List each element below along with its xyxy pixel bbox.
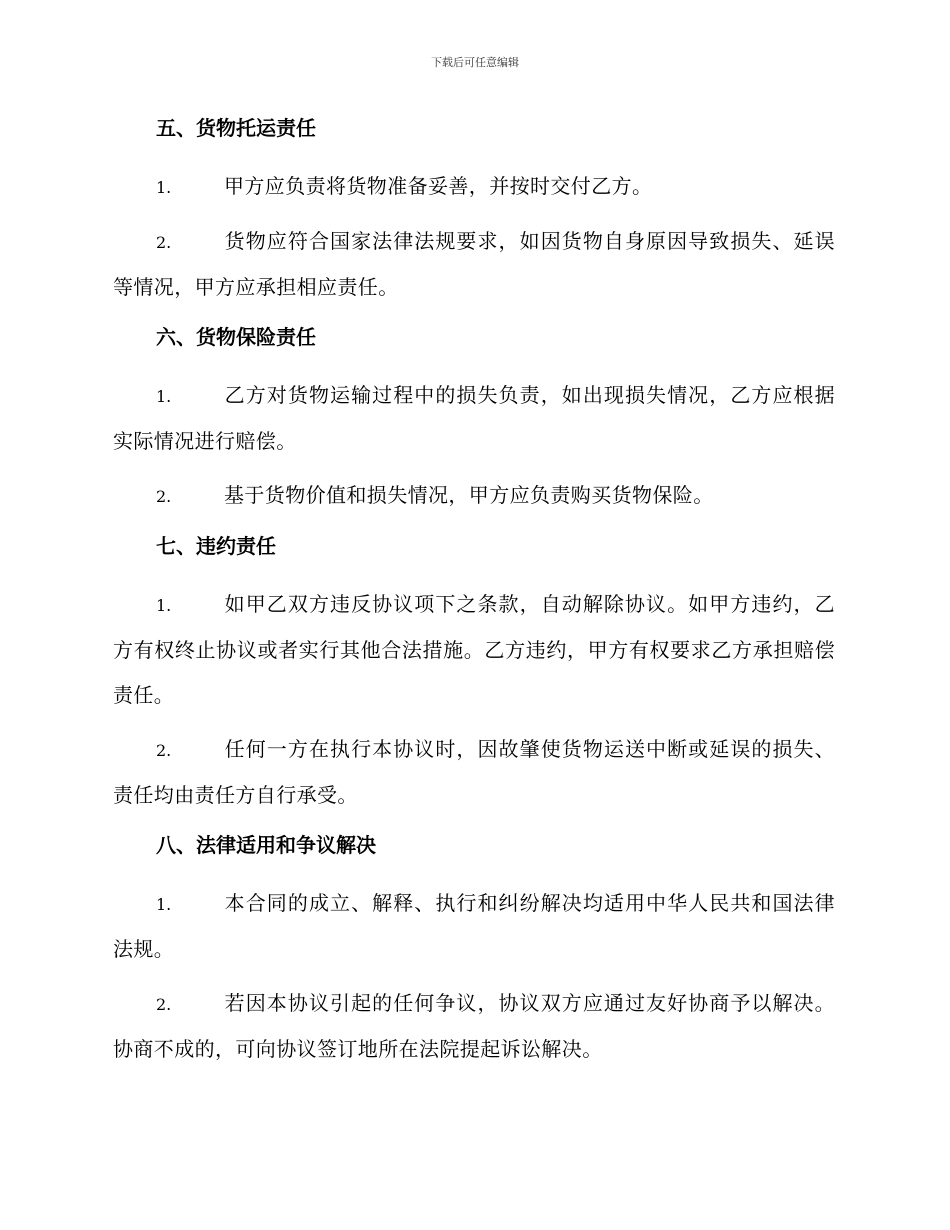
- clause-7-1: [113, 582, 835, 718]
- document-body: [113, 110, 835, 1081]
- clause-number: 2.: [156, 233, 172, 252]
- clause-number: 1.: [156, 387, 172, 406]
- page-header: 下载后可任意编辑: [431, 56, 519, 69]
- clause-6-2: [113, 473, 835, 519]
- section-heading-5: 五、货物托运责任: [156, 116, 316, 140]
- clause-text: 货物应符合国家法律法规要求，如因货物自身原因导致损失、延误等情况，甲方应承担相应责任。: [113, 229, 835, 299]
- clause-text: 基于货物价值和损失情况，甲方应负责购买货物保险。: [224, 483, 714, 507]
- clause-number: 2.: [156, 487, 172, 506]
- clause-text: 乙方对货物运输过程中的损失负责，如出现损失情况，乙方应根据实际情况进行赔偿。: [113, 383, 835, 453]
- clause-text: 甲方应负责将货物准备妥善，并按时交付乙方。: [224, 174, 653, 198]
- clause-number: 2.: [156, 995, 172, 1014]
- section-heading-7: 七、违约责任: [156, 534, 276, 558]
- clause-8-1: [113, 881, 835, 972]
- clause-number: 1.: [156, 895, 172, 914]
- section-heading-8: 八、法律适用和争议解决: [156, 833, 376, 857]
- clause-6-1: [113, 373, 835, 464]
- clause-8-2: [113, 981, 835, 1072]
- clause-number: 1.: [156, 178, 172, 197]
- clause-5-2: [113, 219, 835, 310]
- clause-number: 1.: [156, 596, 172, 615]
- clause-number: 2.: [156, 741, 172, 760]
- clause-5-1: [113, 164, 835, 210]
- clause-text: 如甲乙双方违反协议项下之条款，自动解除协议。如甲方违约，乙方有权终止协议或者实行其他合法措施。乙方违约，甲方有权要求乙方承担赔偿责任。: [113, 592, 835, 707]
- clause-text: 若因本协议引起的任何争议，协议双方应通过友好协商予以解决。协商不成的，可向协议签订地所在法院提起诉讼解决。: [113, 991, 835, 1061]
- section-heading-6: 六、货物保险责任: [156, 325, 316, 349]
- clause-7-2: [113, 727, 835, 818]
- clause-text: 任何一方在执行本协议时，因故肇使货物运送中断或延误的损失、责任均由责任方自行承受。: [113, 737, 835, 807]
- clause-text: 本合同的成立、解释、执行和纠纷解决均适用中华人民共和国法律法规。: [113, 891, 835, 961]
